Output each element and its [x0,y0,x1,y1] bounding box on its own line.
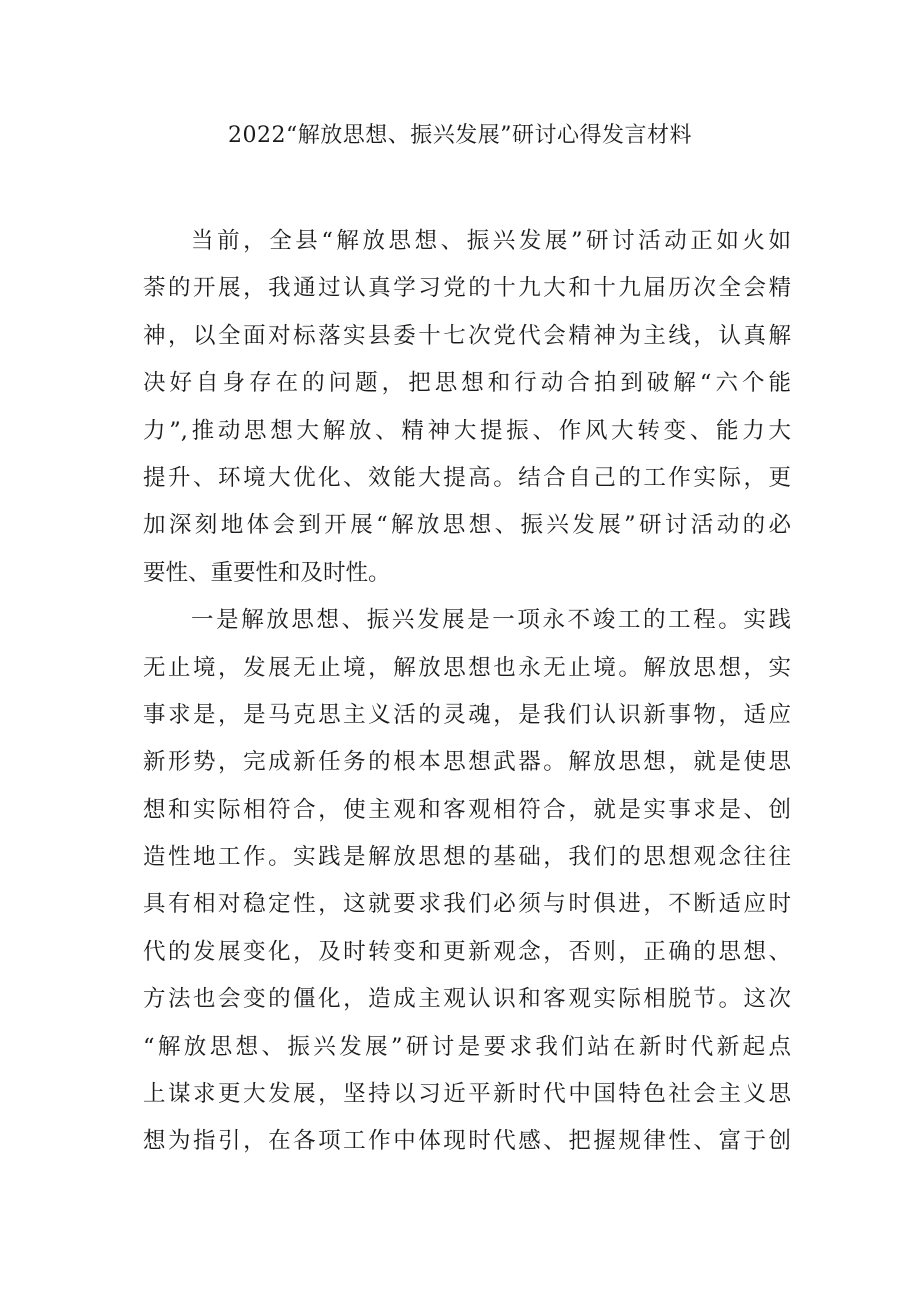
text-line: 提升、环境大优化、效能大提高。结合自己的工作实际，更 [143,464,791,491]
text-line: 方法也会变的僵化，造成主观认识和客观实际相脱节。这次 [143,986,791,1013]
text-line: 力”,推动思想大解放、精神大提振、作风大转变、能力大 [143,417,791,444]
text-line: 荼的开展，我通过认真学习党的十九大和十九届历次全会精 [143,275,791,302]
text-line: 上谋求更大发展，坚持以习近平新时代中国特色社会主义思 [143,1081,791,1108]
text-line: 代的发展变化，及时转变和更新观念，否则，正确的思想、 [143,938,791,965]
text-line: 想和实际相符合，使主观和客观相符合，就是实事求是、创 [143,796,791,823]
text-line: 无止境，发展无止境，解放思想也永无止境。解放思想，实 [143,654,791,681]
text-line: 加深刻地体会到开展“解放思想、振兴发展”研讨活动的必 [143,512,791,539]
text-line: 事求是，是马克思主义活的灵魂，是我们认识新事物，适应 [143,701,791,728]
text-line: 要性、重要性和及时性。 [143,559,391,586]
document-title: 2022“解放思想、振兴发展”研讨心得发言材料 [228,123,692,148]
text-line: 新形势，完成新任务的根本思想武器。解放思想，就是使思 [143,749,791,776]
text-line: 神，以全面对标落实县委十七次党代会精神为主线，认真解 [143,322,791,349]
text-line: “解放思想、振兴发展”研讨是要求我们站在新时代新起点 [143,1033,791,1060]
text-line: 当前，全县“解放思想、振兴发展”研讨活动正如火如 [191,228,791,254]
text-line: 决好自身存在的问题，把思想和行动合拍到破解“六个能 [143,370,791,397]
document-body [143,218,791,1166]
text-line: 一是解放思想、振兴发展是一项永不竣工的工程。实践 [191,607,791,634]
text-line: 想为指引，在各项工作中体现时代感、把握规律性、富于创 [143,1128,791,1155]
text-line: 具有相对稳定性，这就要求我们必须与时俱进，不断适应时 [143,891,791,918]
text-line: 造性地工作。实践是解放思想的基础，我们的思想观念往往 [143,844,791,871]
